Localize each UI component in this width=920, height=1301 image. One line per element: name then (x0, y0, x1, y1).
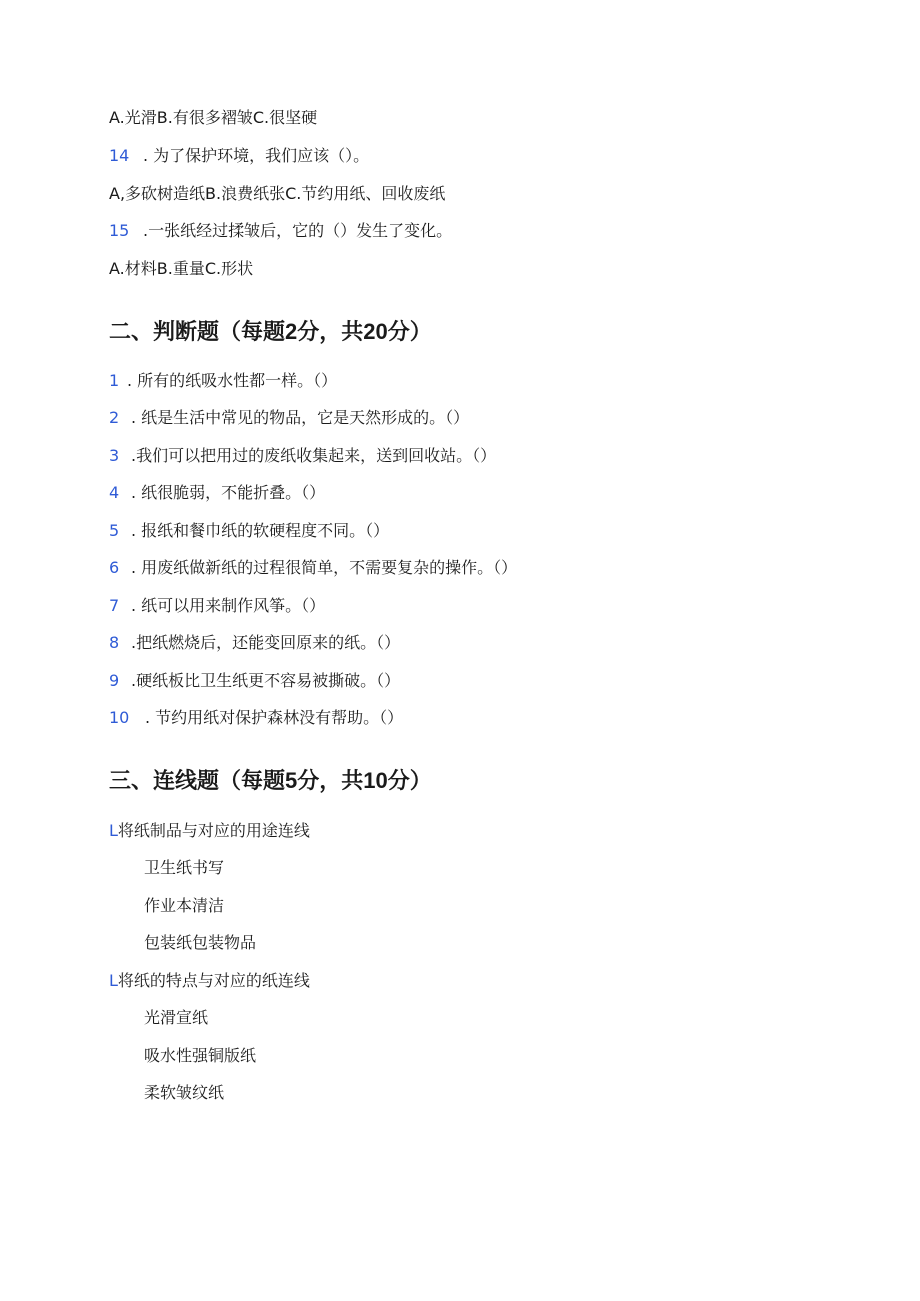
judge-item-6 (109, 558, 517, 578)
question-number: 15 (109, 221, 130, 240)
question-number: 14 (109, 146, 130, 165)
question-number: 7 (109, 596, 120, 615)
question-number: 3 (109, 446, 120, 465)
question-number: 2 (109, 408, 120, 427)
q14-options: A,多砍树造纸B.浪费纸张C.节约用纸、回收废纸 (109, 184, 446, 203)
question-text: .一张纸经过揉皱后，它的（）发生了变化。 (143, 221, 453, 240)
question-text: . 纸可以用来制作风筝。（） (131, 596, 326, 615)
question-text: .把纸燃烧后，还能变回原来的纸。（） (131, 633, 401, 652)
judge-item-7 (109, 596, 325, 616)
judge-item-8 (109, 633, 400, 653)
question-number: 9 (109, 671, 120, 690)
q13-options: A.光滑B.有很多褶皱C.很坚硬 (109, 108, 318, 127)
match-question-2 (109, 971, 310, 991)
question-number: 1 (109, 371, 120, 390)
question-14 (109, 146, 369, 166)
question-number: 6 (109, 558, 120, 577)
judge-item-4 (109, 483, 325, 503)
match-row: 作业本清洁 (144, 896, 225, 915)
question-text: . 为了保护环境，我们应该（）。 (143, 146, 370, 165)
question-text: . 节约用纸对保护森林没有帮助。（） (145, 708, 404, 727)
match-row: 光滑宣纸 (144, 1008, 209, 1027)
question-number: 5 (109, 521, 120, 540)
section-2-title: 二、判断题（每题2分，共20分） (109, 319, 432, 344)
question-text: .我们可以把用过的废纸收集起来，送到回收站。（） (131, 446, 497, 465)
match-question-1 (109, 821, 310, 841)
question-text: 将纸的特点与对应的纸连线 (117, 971, 310, 990)
judge-item-3 (109, 446, 496, 466)
question-text: .硬纸板比卫生纸更不容易被撕破。（） (131, 671, 401, 690)
question-text: . 所有的纸吸水性都一样。（） (127, 371, 338, 390)
match-row: 吸水性强铜版纸 (144, 1046, 257, 1065)
judge-item-1 (109, 371, 337, 391)
question-text: . 纸很脆弱，不能折叠。（） (131, 483, 326, 502)
match-row: 柔软皱纹纸 (144, 1083, 225, 1102)
section-3-title: 三、连线题（每题5分，共10分） (109, 768, 432, 793)
question-marker: L (109, 971, 118, 990)
match-row: 包装纸包装物品 (144, 933, 257, 952)
match-row: 卫生纸书写 (144, 858, 225, 877)
judge-item-9 (109, 671, 400, 691)
question-marker: L (109, 821, 118, 840)
question-number: 4 (109, 483, 120, 502)
q15-options: A.材料B.重量C.形状 (109, 259, 254, 278)
question-text: . 报纸和餐巾纸的软硬程度不同。（） (131, 521, 390, 540)
question-text: . 用废纸做新纸的过程很简单，不需要复杂的操作。（） (131, 558, 518, 577)
question-number: 10 (109, 708, 130, 727)
judge-item-2 (109, 408, 469, 428)
question-text: . 纸是生活中常见的物品，它是天然形成的。（） (131, 408, 470, 427)
question-text: 将纸制品与对应的用途连线 (117, 821, 310, 840)
judge-item-10 (109, 708, 403, 728)
question-number: 8 (109, 633, 120, 652)
judge-item-5 (109, 521, 389, 541)
question-15 (109, 221, 452, 241)
